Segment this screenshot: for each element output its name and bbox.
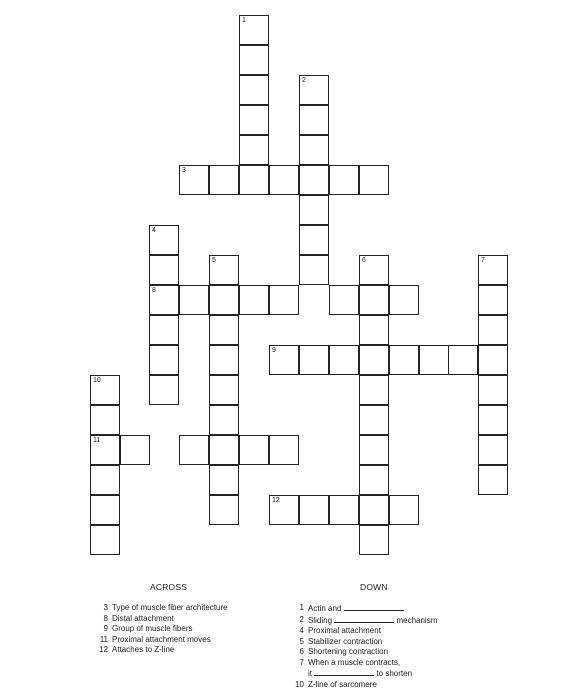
crossword-cell[interactable] bbox=[359, 525, 389, 555]
clue-number-2: 2 bbox=[302, 77, 306, 84]
crossword-cell[interactable] bbox=[359, 345, 389, 375]
crossword-cell[interactable] bbox=[478, 405, 508, 435]
clue-text: Actin and bbox=[308, 603, 404, 615]
clue-number-5: 5 bbox=[212, 257, 216, 264]
crossword-cell[interactable] bbox=[299, 495, 329, 525]
clue-number-9: 9 bbox=[272, 347, 276, 354]
crossword-cell[interactable] bbox=[389, 285, 419, 315]
clue-number: 5 bbox=[299, 636, 304, 646]
clue-number: 1 bbox=[299, 603, 304, 612]
crossword-cell[interactable] bbox=[359, 495, 389, 525]
crossword-cell[interactable] bbox=[239, 45, 269, 75]
clue-number-11: 11 bbox=[93, 437, 101, 444]
clue-number-10: 10 bbox=[93, 377, 101, 384]
clue-number-1: 1 bbox=[242, 17, 246, 24]
crossword-cell[interactable] bbox=[239, 105, 269, 135]
crossword-cell[interactable] bbox=[149, 225, 179, 255]
across-clue bbox=[94, 635, 228, 646]
clue-number: 8 bbox=[103, 613, 108, 623]
crossword-cell[interactable] bbox=[209, 315, 239, 345]
crossword-cell[interactable] bbox=[179, 165, 209, 195]
crossword-cell[interactable] bbox=[419, 345, 449, 375]
crossword-cell[interactable] bbox=[209, 435, 239, 465]
crossword-cell[interactable] bbox=[209, 165, 239, 195]
clue-number: 10 bbox=[295, 679, 304, 689]
crossword-cell[interactable] bbox=[269, 165, 299, 195]
crossword-cell[interactable] bbox=[239, 435, 269, 465]
down-clue bbox=[290, 626, 437, 637]
clue-text: Type of muscle fiber architecture bbox=[112, 603, 228, 612]
crossword-cell[interactable] bbox=[478, 375, 508, 405]
crossword-cell[interactable] bbox=[209, 495, 239, 525]
down-clue bbox=[290, 637, 437, 648]
across-clue bbox=[94, 603, 228, 614]
across-clue bbox=[94, 614, 228, 625]
answer-blank bbox=[344, 603, 404, 611]
crossword-cell[interactable] bbox=[149, 315, 179, 345]
crossword-cell[interactable] bbox=[299, 195, 329, 225]
crossword-cell[interactable] bbox=[478, 285, 508, 315]
crossword-cell[interactable] bbox=[299, 135, 329, 165]
across-clue-list bbox=[94, 603, 228, 656]
crossword-cell[interactable] bbox=[299, 255, 329, 285]
crossword-cell[interactable] bbox=[299, 75, 329, 105]
crossword-cell[interactable] bbox=[329, 495, 359, 525]
crossword-cell[interactable] bbox=[239, 165, 269, 195]
crossword-cell[interactable] bbox=[478, 345, 508, 375]
crossword-cell[interactable] bbox=[359, 255, 389, 285]
clue-text: Attaches to Z-line bbox=[112, 645, 175, 654]
crossword-cell[interactable] bbox=[179, 285, 209, 315]
clue-number: 6 bbox=[299, 647, 304, 656]
crossword-cell[interactable] bbox=[269, 495, 299, 525]
crossword-cell[interactable] bbox=[448, 345, 478, 375]
crossword-cell[interactable] bbox=[478, 465, 508, 495]
clue-text: it to shorten bbox=[308, 669, 413, 678]
clue-number-12: 12 bbox=[272, 497, 280, 504]
answer-blank bbox=[334, 615, 394, 623]
crossword-cell[interactable] bbox=[359, 165, 389, 195]
crossword-cell[interactable] bbox=[209, 345, 239, 375]
crossword-cell[interactable] bbox=[239, 135, 269, 165]
crossword-cell[interactable] bbox=[269, 285, 299, 315]
crossword-cell[interactable] bbox=[239, 15, 269, 45]
crossword-cell[interactable] bbox=[329, 165, 359, 195]
crossword-cell[interactable] bbox=[359, 315, 389, 345]
crossword-cell[interactable] bbox=[359, 285, 389, 315]
crossword-cell[interactable] bbox=[478, 255, 508, 285]
clue-text: Group of muscle fibers bbox=[112, 624, 193, 633]
clue-text: Z-line of sarcomere bbox=[308, 679, 377, 689]
clue-text: Sliding mechanism bbox=[308, 615, 438, 625]
crossword-cell[interactable] bbox=[149, 255, 179, 285]
down-clue bbox=[290, 668, 437, 680]
crossword-cell[interactable] bbox=[359, 435, 389, 465]
clue-text: Distal attachment bbox=[112, 613, 174, 623]
clue-number-4: 4 bbox=[152, 227, 156, 234]
clue-text: Proximal attachment moves bbox=[112, 634, 211, 644]
clue-number-3: 3 bbox=[182, 167, 186, 174]
crossword-cell[interactable] bbox=[329, 345, 359, 375]
crossword-cell[interactable] bbox=[90, 465, 120, 495]
across-heading: ACROSS bbox=[150, 582, 188, 592]
down-clue bbox=[290, 658, 437, 669]
crossword-cell[interactable] bbox=[90, 405, 120, 435]
across-clue bbox=[94, 624, 228, 635]
clue-text: Shortening contraction bbox=[308, 647, 389, 656]
crossword-cell[interactable] bbox=[389, 345, 419, 375]
clue-number-8: 8 bbox=[152, 287, 156, 294]
crossword-cell[interactable] bbox=[209, 465, 239, 495]
crossword-cell[interactable] bbox=[359, 465, 389, 495]
crossword-cell[interactable] bbox=[239, 285, 269, 315]
clue-text: When a muscle contracts, bbox=[308, 657, 401, 667]
clue-number-6: 6 bbox=[362, 257, 366, 264]
answer-blank bbox=[314, 668, 374, 676]
crossword-cell[interactable] bbox=[389, 495, 419, 525]
crossword-cell[interactable] bbox=[299, 105, 329, 135]
crossword-cell[interactable] bbox=[90, 525, 120, 555]
crossword-cell[interactable] bbox=[209, 255, 239, 285]
crossword-cell[interactable] bbox=[209, 405, 239, 435]
crossword-cell[interactable] bbox=[239, 75, 269, 105]
clue-number: 3 bbox=[103, 603, 108, 612]
clue-number: 4 bbox=[299, 626, 304, 635]
crossword-cell[interactable] bbox=[179, 435, 209, 465]
crossword-cell[interactable] bbox=[478, 435, 508, 465]
clue-number: 7 bbox=[299, 657, 304, 667]
crossword-cell[interactable] bbox=[329, 285, 359, 315]
crossword-cell[interactable] bbox=[90, 375, 120, 405]
crossword-cell[interactable] bbox=[299, 345, 329, 375]
clue-number: 11 bbox=[99, 634, 108, 644]
clue-number-7: 7 bbox=[481, 257, 485, 264]
crossword-cell[interactable] bbox=[149, 345, 179, 375]
down-clue bbox=[290, 615, 437, 627]
crossword-cell[interactable] bbox=[209, 285, 239, 315]
crossword-cell[interactable] bbox=[149, 285, 179, 315]
crossword-cell[interactable] bbox=[269, 435, 299, 465]
crossword-cell[interactable] bbox=[359, 405, 389, 435]
crossword-cell[interactable] bbox=[299, 165, 329, 195]
crossword-cell[interactable] bbox=[209, 375, 239, 405]
down-heading: DOWN bbox=[360, 582, 388, 592]
clue-number: 2 bbox=[299, 614, 304, 624]
down-clue bbox=[290, 647, 437, 658]
clue-text: Stabilizer contraction bbox=[308, 636, 383, 646]
crossword-cell[interactable] bbox=[149, 375, 179, 405]
clue-number: 12 bbox=[99, 645, 108, 654]
clue-number bbox=[290, 668, 304, 680]
crossword-cell[interactable] bbox=[478, 315, 508, 345]
across-clue bbox=[94, 645, 228, 656]
down-clue bbox=[290, 603, 437, 615]
down-clue bbox=[290, 680, 437, 691]
crossword-cell[interactable] bbox=[120, 435, 150, 465]
clue-number: 9 bbox=[103, 624, 108, 633]
crossword-cell[interactable] bbox=[269, 345, 299, 375]
crossword-cell[interactable] bbox=[359, 375, 389, 405]
crossword-cell[interactable] bbox=[90, 435, 120, 465]
crossword-cell[interactable] bbox=[299, 225, 329, 255]
crossword-cell[interactable] bbox=[90, 495, 120, 525]
clue-text: Proximal attachment bbox=[308, 626, 381, 635]
down-clue-list bbox=[290, 603, 437, 690]
